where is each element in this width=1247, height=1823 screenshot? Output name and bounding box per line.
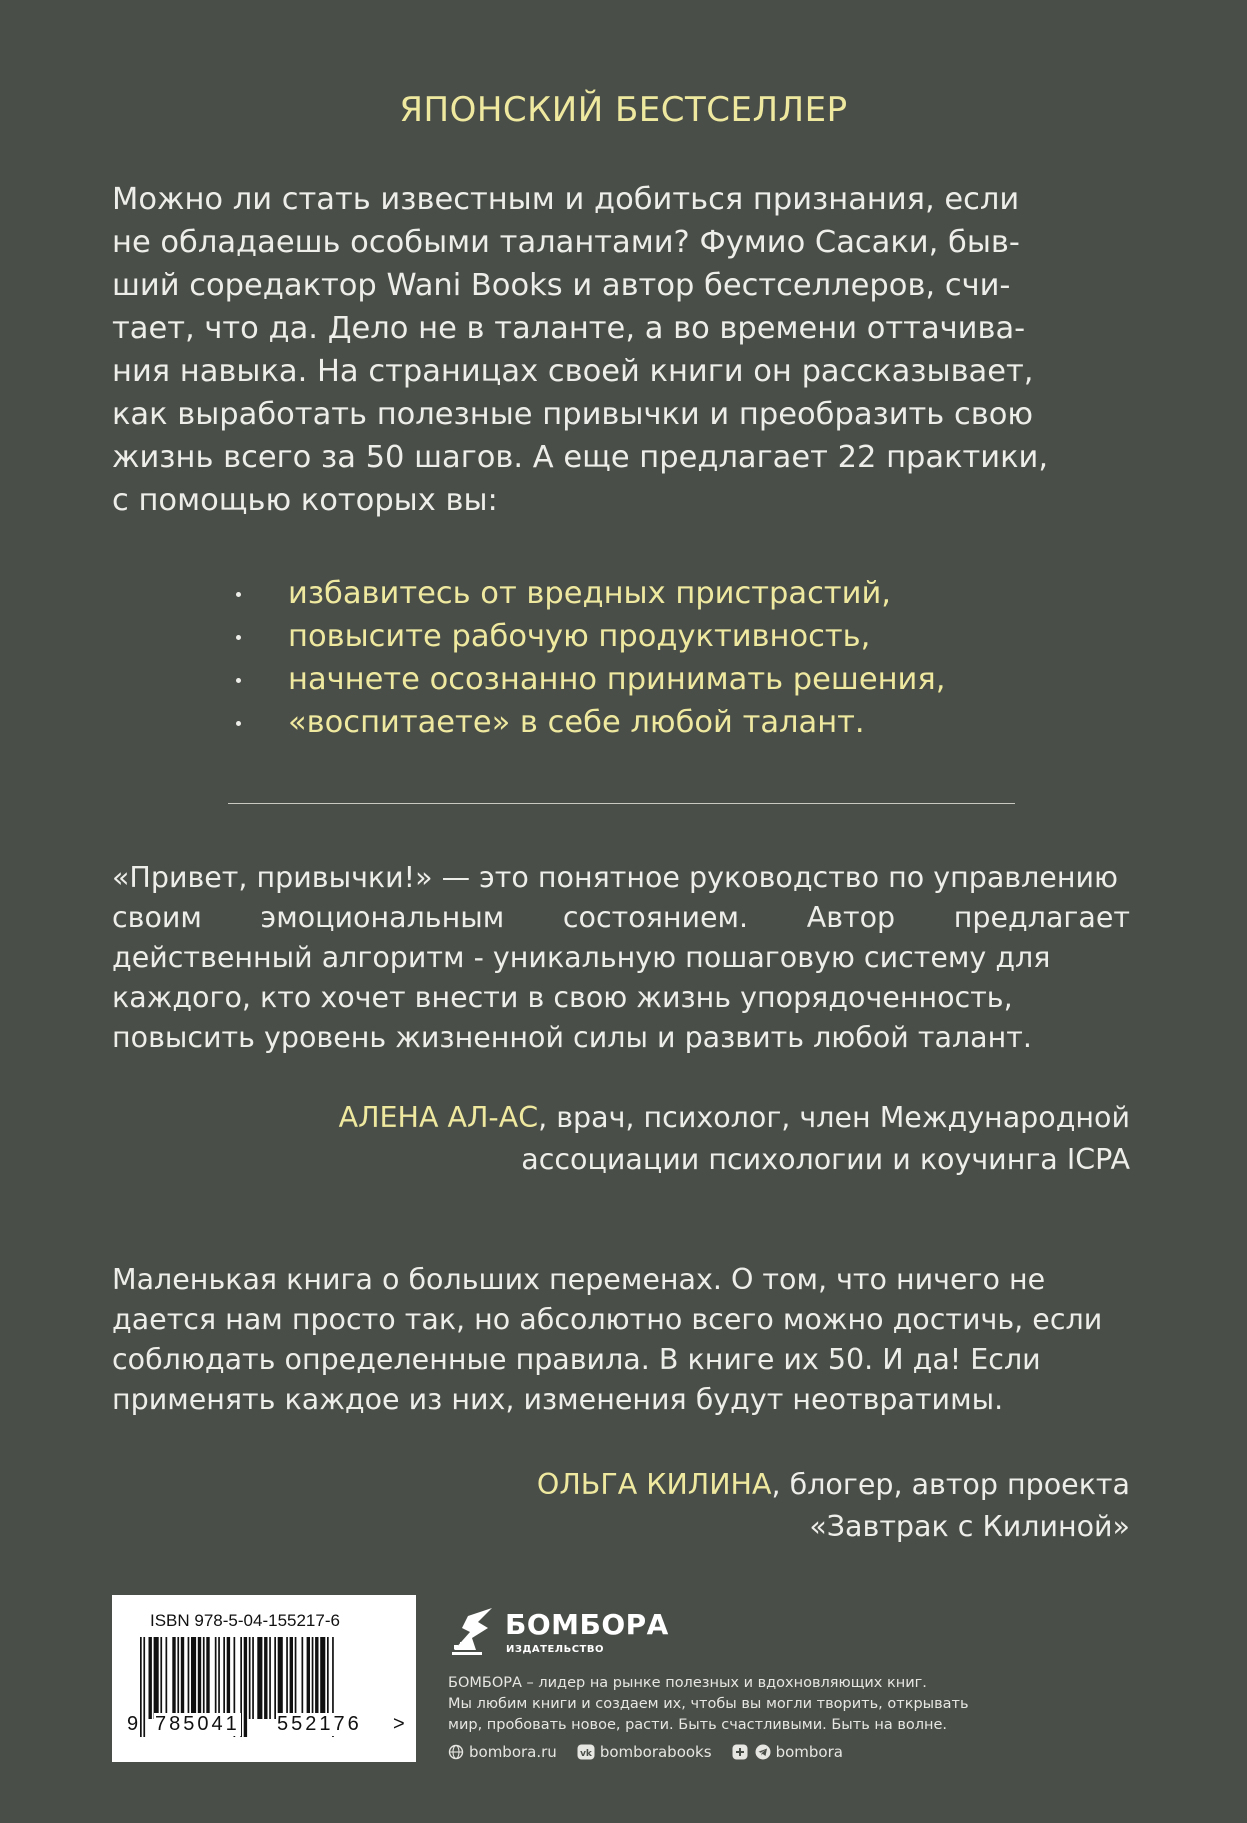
barcode-bar — [172, 1637, 175, 1719]
publisher-description-line: БОМБОРА – лидер на рынке полезных и вдохновляющих книг. — [448, 1675, 927, 1691]
publisher-description — [448, 1673, 1008, 1736]
section-heading: ЯПОНСКИЙ БЕСТСЕЛЛЕР — [399, 90, 848, 130]
barcode-bar — [198, 1637, 201, 1719]
intro-line: жизнь всего за 50 шагов. А еще предлагает 22 практики, — [112, 440, 1049, 475]
publisher-subtitle: ИЗДАТЕЛЬСТВО — [506, 1644, 604, 1655]
barcode-bar — [278, 1637, 283, 1719]
social-label: bombora — [775, 1743, 843, 1761]
intro-line: с помощью которых вы: — [112, 483, 498, 518]
barcode-bar — [264, 1637, 267, 1719]
attribution-line: ассоциации психологии и коучинга ICPA — [521, 1143, 1130, 1176]
publisher-socials — [448, 1743, 863, 1761]
barcode-bar — [290, 1637, 293, 1719]
barcode-bar — [307, 1637, 310, 1719]
isbn-label: ISBN 978-5-04-155217-6 — [150, 1611, 340, 1630]
barcode-bar — [302, 1637, 304, 1719]
review-quote-2 — [112, 1260, 1130, 1420]
barcode-bar — [223, 1637, 225, 1719]
barcode-bar — [227, 1637, 230, 1719]
social-telegram[interactable] — [732, 1743, 843, 1761]
intro-line: как выработать полезные привычки и преобразить свою — [112, 397, 1034, 432]
social-label: bombora.ru — [469, 1743, 557, 1761]
intro-paragraph — [112, 178, 1142, 522]
quote-line: дается нам просто так, но абсолютно всего можно достичь, если — [112, 1303, 1103, 1336]
barcode-digits-left: 785041 — [155, 1713, 240, 1735]
quote-line: применять каждое из них, изменения будут неотвратимы. — [112, 1383, 1004, 1416]
barcode-digits-right: 552176 — [277, 1713, 362, 1735]
globe-icon — [448, 1744, 464, 1760]
intro-line: ния навыка. На страницах своей книги он рассказывает, — [112, 354, 1034, 389]
barcode-bar — [252, 1637, 254, 1719]
intro-line: Можно ли стать известным и добиться признания, если — [112, 182, 1020, 217]
reviewer-role: , врач, психолог, член Международной — [538, 1101, 1130, 1134]
publisher-description-line: Мы любим книги и создаем их, чтобы вы могли творить, открывать — [448, 1696, 969, 1712]
barcode-bar — [274, 1637, 276, 1719]
barcode-bar — [286, 1637, 288, 1719]
barcode-bar — [160, 1637, 162, 1719]
review-quote-1 — [112, 858, 1130, 1058]
benefit-item: «воспитаете» в себе любой талант. — [230, 701, 1130, 744]
quote-line: каждого, кто хочет внести в свою жизнь упорядоченность, — [112, 981, 1013, 1014]
barcode-bar — [191, 1637, 196, 1719]
benefit-item: избавитесь от вредных пристрастий, — [230, 572, 1130, 615]
barcode-bar — [143, 1637, 145, 1737]
publisher-name: БОМБОРА — [505, 1608, 669, 1641]
barcode-bar — [177, 1637, 179, 1719]
barcode-bar — [295, 1637, 297, 1719]
intro-line: тает, что да. Дело не в таланте, а во времени оттачива- — [112, 311, 1026, 346]
barcode-digit-first: 9 — [127, 1713, 139, 1735]
barcode-bar — [320, 1637, 325, 1719]
barcode-bar — [244, 1637, 247, 1737]
vk-icon — [577, 1744, 595, 1760]
reviewer-name: АЛЕНА АЛ-АС — [338, 1101, 539, 1134]
reviewer-name: ОЛЬГА КИЛИНА — [536, 1468, 772, 1501]
social-label: bomborabooks — [599, 1743, 712, 1761]
barcode-bar — [215, 1637, 217, 1719]
review-attribution-1 — [130, 1097, 1130, 1181]
barcode-bar — [149, 1637, 152, 1719]
barcode-bar — [166, 1637, 168, 1719]
barcode-bar — [257, 1637, 262, 1719]
quote-line: повысить уровень жизненной силы и развить любой талант. — [112, 1021, 1032, 1054]
telegram-icon — [755, 1744, 771, 1760]
benefit-item: начнете осознанно принимать решения, — [230, 658, 1130, 701]
attribution-line — [130, 1097, 1130, 1139]
barcode-bar — [206, 1637, 209, 1719]
social-vk[interactable] — [577, 1743, 712, 1761]
publisher-description-line: мир, пробовать новое, расти. Быть счастливыми. Быть на волне. — [448, 1717, 948, 1733]
barcode-bar — [312, 1637, 314, 1719]
barcode-bar — [327, 1637, 329, 1719]
quote-line: своим эмоциональным состоянием. Автор предлагает — [112, 901, 1130, 934]
section-divider — [228, 803, 1015, 804]
barcode-bar — [249, 1637, 251, 1719]
barcode-bar — [203, 1637, 205, 1719]
barcode-bar — [181, 1637, 184, 1719]
barcode-end-mark: > — [393, 1713, 405, 1735]
attribution-line — [130, 1464, 1130, 1506]
barcode-bar — [140, 1637, 142, 1737]
intro-line: не обладаешь особыми талантами? Фумио Сасаки, быв- — [112, 225, 1020, 260]
quote-line: соблюдать определенные правила. В книге их 50. И да! Если — [112, 1343, 1041, 1376]
plus-icon — [732, 1744, 748, 1760]
review-attribution-2 — [130, 1464, 1130, 1548]
intro-line: ший соредактор Wani Books и автор бестселлеров, счи- — [112, 268, 1011, 303]
barcode-bar — [154, 1637, 159, 1719]
isbn-barcode — [112, 1595, 416, 1762]
social-website[interactable] — [448, 1743, 557, 1761]
barcode-bar — [315, 1637, 318, 1719]
barcode-bar — [188, 1637, 190, 1719]
quote-line: действенный алгоритм - уникальную пошаговую систему для — [112, 941, 1051, 974]
barcode-bar — [269, 1637, 271, 1719]
attribution-line: «Завтрак с Килиной» — [809, 1510, 1130, 1543]
barcode-bar — [218, 1637, 220, 1719]
benefit-item: повысите рабочую продуктивность, — [230, 615, 1130, 658]
reviewer-role: , блогер, автор проекта — [771, 1468, 1130, 1501]
svg-text:vk: vk — [579, 1749, 592, 1759]
quote-line: «Привет, привычки!» — это понятное руководство по управлению — [112, 861, 1118, 894]
benefits-list — [230, 572, 1130, 744]
quote-line: Маленькая книга о больших переменах. О том, что ничего не — [112, 1263, 1046, 1296]
